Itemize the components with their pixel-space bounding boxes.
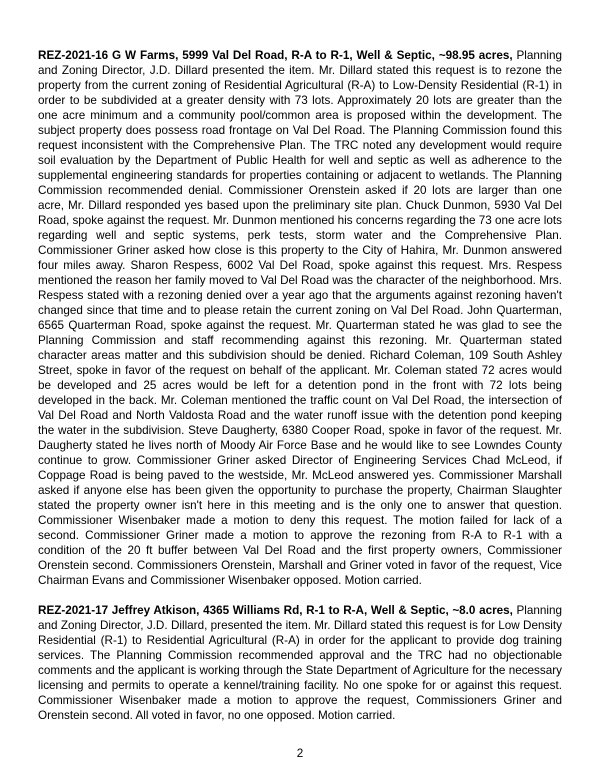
rez-2021-17-heading: REZ-2021-17 Jeffrey Atkison, 4365 Williams Rd, R-1 to R-A, Well & Septic, ~8.0 acres,: [38, 604, 513, 617]
rez-2021-16-heading: REZ-2021-16 G W Farms, 5999 Val Del Road, R-A to R-1, Well & Septic, ~98.95 acres,: [38, 49, 513, 62]
page-content: [38, 48, 562, 738]
page-number: 2: [296, 747, 304, 760]
rez-2021-16-body: Planning and Zoning Director, J.D. Dillard presented the item. Mr. Dillard stated this request is to rezone the property from the current zoning of Residential Agricultural (R-A) to Low-Density Residential (R-1) in order to be subdivided at a greater density with 73 lots. Approximately 20 lots are greater than the one acre minimum and a community pool/common area is proposed within the development. The subject property does possess road frontage on Val Del Road. The Planning Commission found this request inconsistent with the Comprehensive Plan. The TRC noted any development would require soil evaluation by the Department of Public Health for well and septic as well as adherence to the supplemental engineering standards for properties containing or adjacent to wetlands. The Planning Commission recommended denial. Commissioner Orenstein asked if 20 lots are larger than one acre, Mr. Dillard responded yes based upon the preliminary site plan. Chuck Dunmon, 5930 Val Del Road, spoke against the request. Mr. Dunmon mentioned his concerns regarding the 73 one acre lots regarding well and septic systems, perk tests, storm water and the Comprehensive Plan. Commissioner Griner asked how close is this property to the City of Hahira, Mr. Dunmon answered four miles away. Sharon Respess, 6002 Val Del Road, spoke against this request. Mrs. Respess mentioned the reason her family moved to Val Del Road was the character of the neighborhood. Mrs. Respess stated with a rezoning denied over a year ago that the arguments against rezoning haven't changed since that time and to please retain the current zoning on Val Del Road. John Quarterman, 6565 Quarterman Road, spoke against the request. Mr. Quarterman stated he was glad to see the Planning Commission and staff recommending against this rezoning. Mr. Quarterman stated character areas matter and this subdivision should be denied. Richard Coleman, 109 South Ashley Street, spoke in favor of the request on behalf of the applicant. Mr. Coleman stated 72 acres would be developed and 25 acres would be left for a detention pond in the front with 72 lots being developed in the back. Mr. Coleman mentioned the traffic count on Val Del Road, the intersection of Val Del Road and North Valdosta Road and the water runoff issue with the detention pond keeping the water in the subdivision. Steve Daugherty, 6380 Cooper Road, spoke in favor of the request. Mr. Daugherty stated he lives north of Moody Air Force Base and he would like to see Lowndes County continue to grow. Commissioner Griner asked Director of Engineering Services Chad McLeod, if Coppage Road is being paved to the westside, Mr. McLeod answered yes. Commissioner Marshall asked if anyone else has been given the opportunity to purchase the property, Chairman Slaughter stated the property owner isn't here in this meeting and is the only one to answer that question. Commissioner Wisenbaker made a motion to deny this request. The motion failed for lack of a second. Commissioner Griner made a motion to approve the rezoning from R-A to R-1 with a condition of the 20 ft buffer between Val Del Road and the first property owners, Commissioner Orenstein second. Commissioners Orenstein, Marshall and Griner voted in favor of the request, Vice Chairman Evans and Commissioner Wisenbaker opposed. Motion carried.: [38, 49, 562, 587]
paragraph-rez-2021-16: [38, 48, 562, 588]
paragraph-rez-2021-17: [38, 603, 562, 723]
rez-2021-17-body: Planning and Zoning Director, J.D. Dillard, presented the item. Mr. Dillard stated this request is for Low Density Residential (R-1) to Residential Agricultural (R-A) in order for the applicant to provide dog training services. The Planning Commission recommended approval and the TRC had no objectionable comments and the applicant is working through the State Department of Agriculture for the necessary licensing and permits to operate a kennel/training facility. No one spoke for or against this request. Commissioner Wisenbaker made a motion to approve the request, Commissioners Griner and Orenstein second. All voted in favor, no one opposed. Motion carried.: [38, 604, 562, 722]
